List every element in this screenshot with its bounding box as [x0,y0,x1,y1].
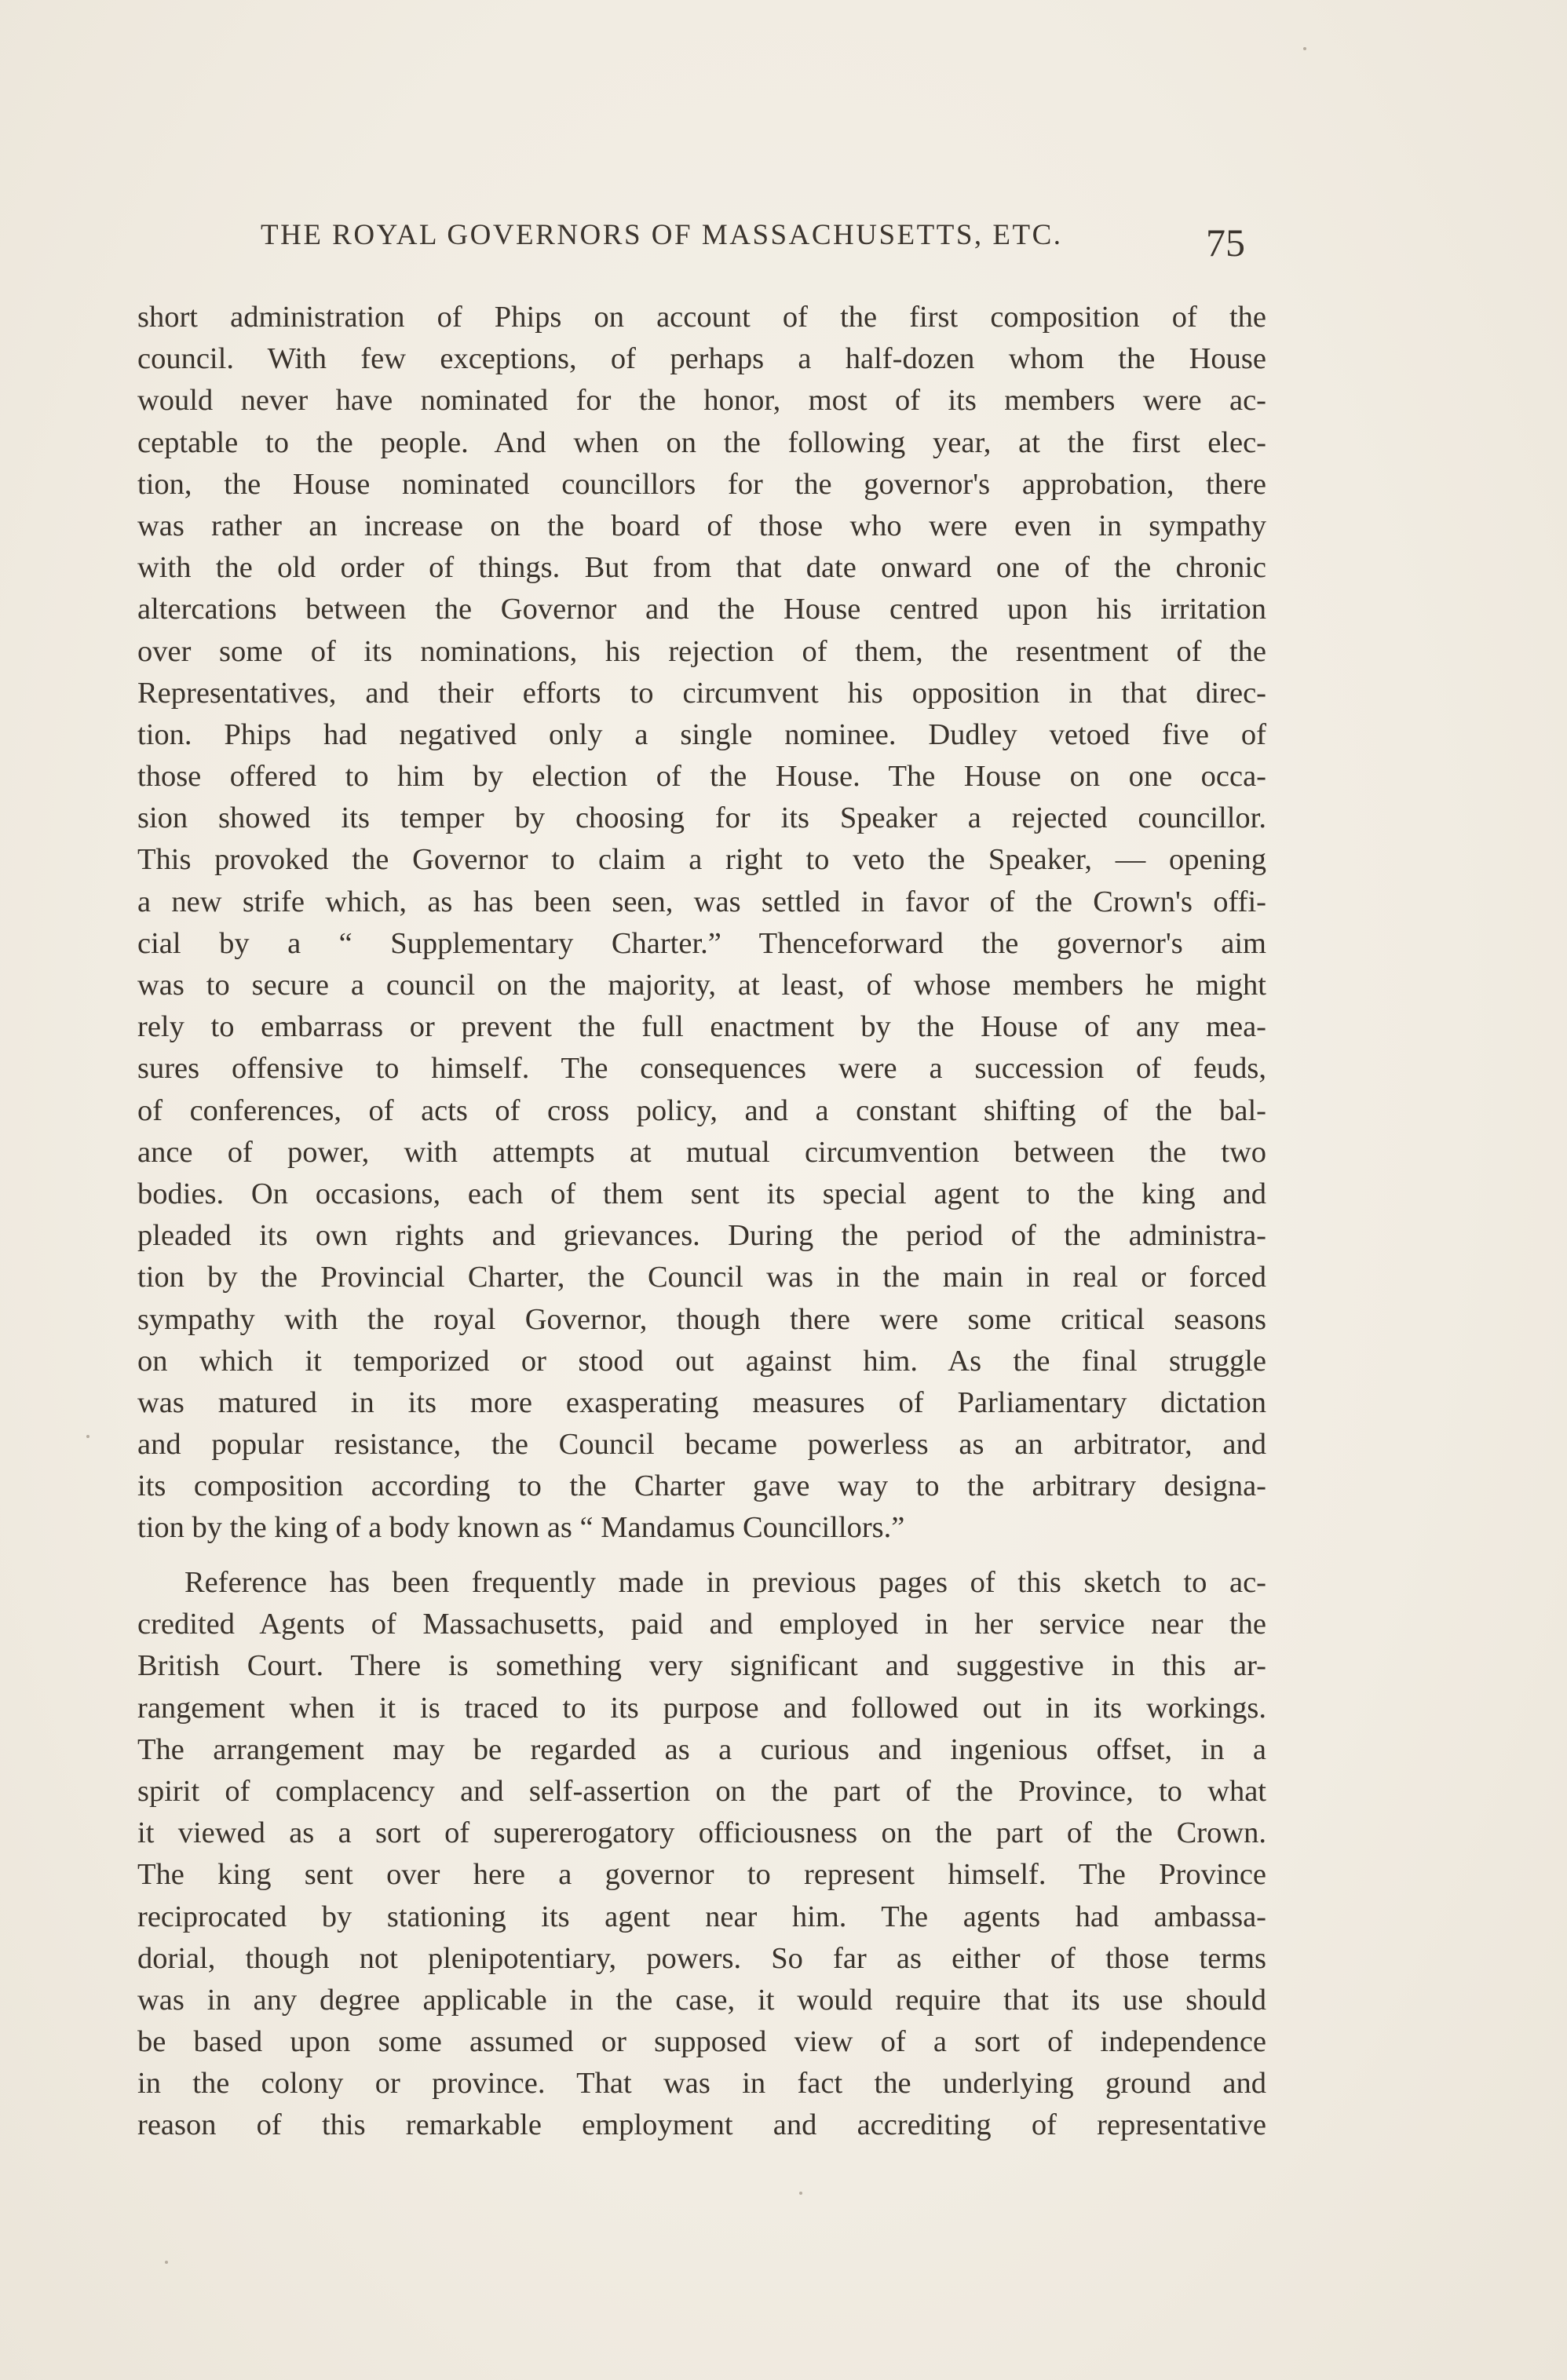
paragraph-1 [137,297,1266,1550]
running-head: THE ROYAL GOVERNORS OF MASSACHUSETTS, ETC. [261,219,1063,251]
text-line: sion showed its temper by choosing for its Speaker a rejected councillor. [137,801,1266,835]
text-line: its composition according to the Charter gave way to the arbitrary designa- [137,1469,1266,1503]
text-line: a new strife which, as has been seen, was settled in favor of the Crown's offi- [137,885,1266,918]
paragraph-2 [137,1562,1266,2147]
text-line: tion, the House nominated councillors for the governor's approbation, there [137,467,1266,501]
text-line: bodies. On occasions, each of them sent its special agent to the king and [137,1177,1266,1210]
text-line: it viewed as a sort of supererogatory officiousness on the part of the Crown. [137,1816,1266,1850]
text-line: and popular resistance, the Council became powerless as an arbitrator, and [137,1428,1266,1462]
text-line: over some of its nominations, his rejection of them, the resentment of the [137,634,1266,668]
text-line: credited Agents of Massachusetts, paid and employed in her service near the [137,1608,1266,1641]
paper-speck [86,1435,89,1438]
text-line: be based upon some assumed or supposed view of a sort of independence [137,2025,1266,2059]
text-line: rely to embarrass or prevent the full enactment by the House of any mea- [137,1010,1266,1044]
text-line: tion by the Provincial Charter, the Council was in the main in real or forced [137,1261,1266,1294]
text-line: tion by the king of a body known as “ Mandamus Councillors.” [137,1511,905,1545]
text-line: reason of this remarkable employment and accrediting of representative [137,2108,1266,2142]
text-line: with the old order of things. But from that date onward one of the chronic [137,551,1266,585]
text-line: spirit of complacency and self-assertion on the part of the Province, to what [137,1774,1266,1808]
text-line: was rather an increase on the board of those who were even in sympathy [137,509,1266,542]
text-line: of conferences, of acts of cross policy, and a constant shifting of the bal- [137,1093,1266,1127]
text-line: The arrangement may be regarded as a curious and ingenious offset, in a [137,1732,1266,1766]
text-line: on which it temporized or stood out against him. As the final struggle [137,1344,1266,1378]
text-line: dorial, though not plenipotentiary, powers. So far as either of those terms [137,1941,1266,1975]
page-number: 75 [1206,221,1245,265]
paper-speck [1303,47,1306,50]
paper-speck [799,2192,802,2195]
text-line: ceptable to the people. And when on the following year, at the first elec- [137,425,1266,459]
text-line: was matured in its more exasperating measures of Parliamentary dictation [137,1385,1266,1419]
text-line: council. With few exceptions, of perhaps a half-dozen whom the House [137,342,1266,376]
text-line: ance of power, with attempts at mutual circumvention between the two [137,1135,1266,1169]
text-line: sures offensive to himself. The consequences were a succession of feuds, [137,1052,1266,1086]
text-line: would never have nominated for the honor, most of its members were ac- [137,384,1266,418]
text-line: was in any degree applicable in the case, it would require that its use should [137,1983,1266,2017]
text-line: in the colony or province. That was in fact the underlying ground and [137,2067,1266,2101]
text-line: was to secure a council on the majority, at least, of whose members he might [137,969,1266,1002]
text-line: Reference has been frequently made in previous pages of this sketch to ac- [184,1566,1266,1599]
text-line: reciprocated by stationing its agent near him. The agents had ambassa- [137,1900,1266,1933]
text-line: those offered to him by election of the House. The House on one occa- [137,760,1266,794]
text-line: pleaded its own rights and grievances. During the period of the administra- [137,1219,1266,1253]
text-line: rangement when it is traced to its purpose and followed out in its workings. [137,1691,1266,1725]
text-line: tion. Phips had negatived only a single nominee. Dudley vetoed five of [137,717,1266,751]
text-line: This provoked the Governor to claim a right to veto the Speaker, — opening [137,843,1266,877]
paper-speck [165,2261,168,2264]
text-line: short administration of Phips on account of the first composition of the [137,301,1266,334]
text-line: cial by a “ Supplementary Charter.” Thenceforward the governor's aim [137,926,1266,960]
text-line: sympathy with the royal Governor, though there were some critical seasons [137,1302,1266,1336]
text-line: Representatives, and their efforts to circumvent his opposition in that direc- [137,676,1266,710]
text-line: altercations between the Governor and the House centred upon his irritation [137,593,1266,626]
text-line: British Court. There is something very significant and suggestive in this ar- [137,1649,1266,1683]
text-line: The king sent over here a governor to represent himself. The Province [137,1858,1266,1892]
